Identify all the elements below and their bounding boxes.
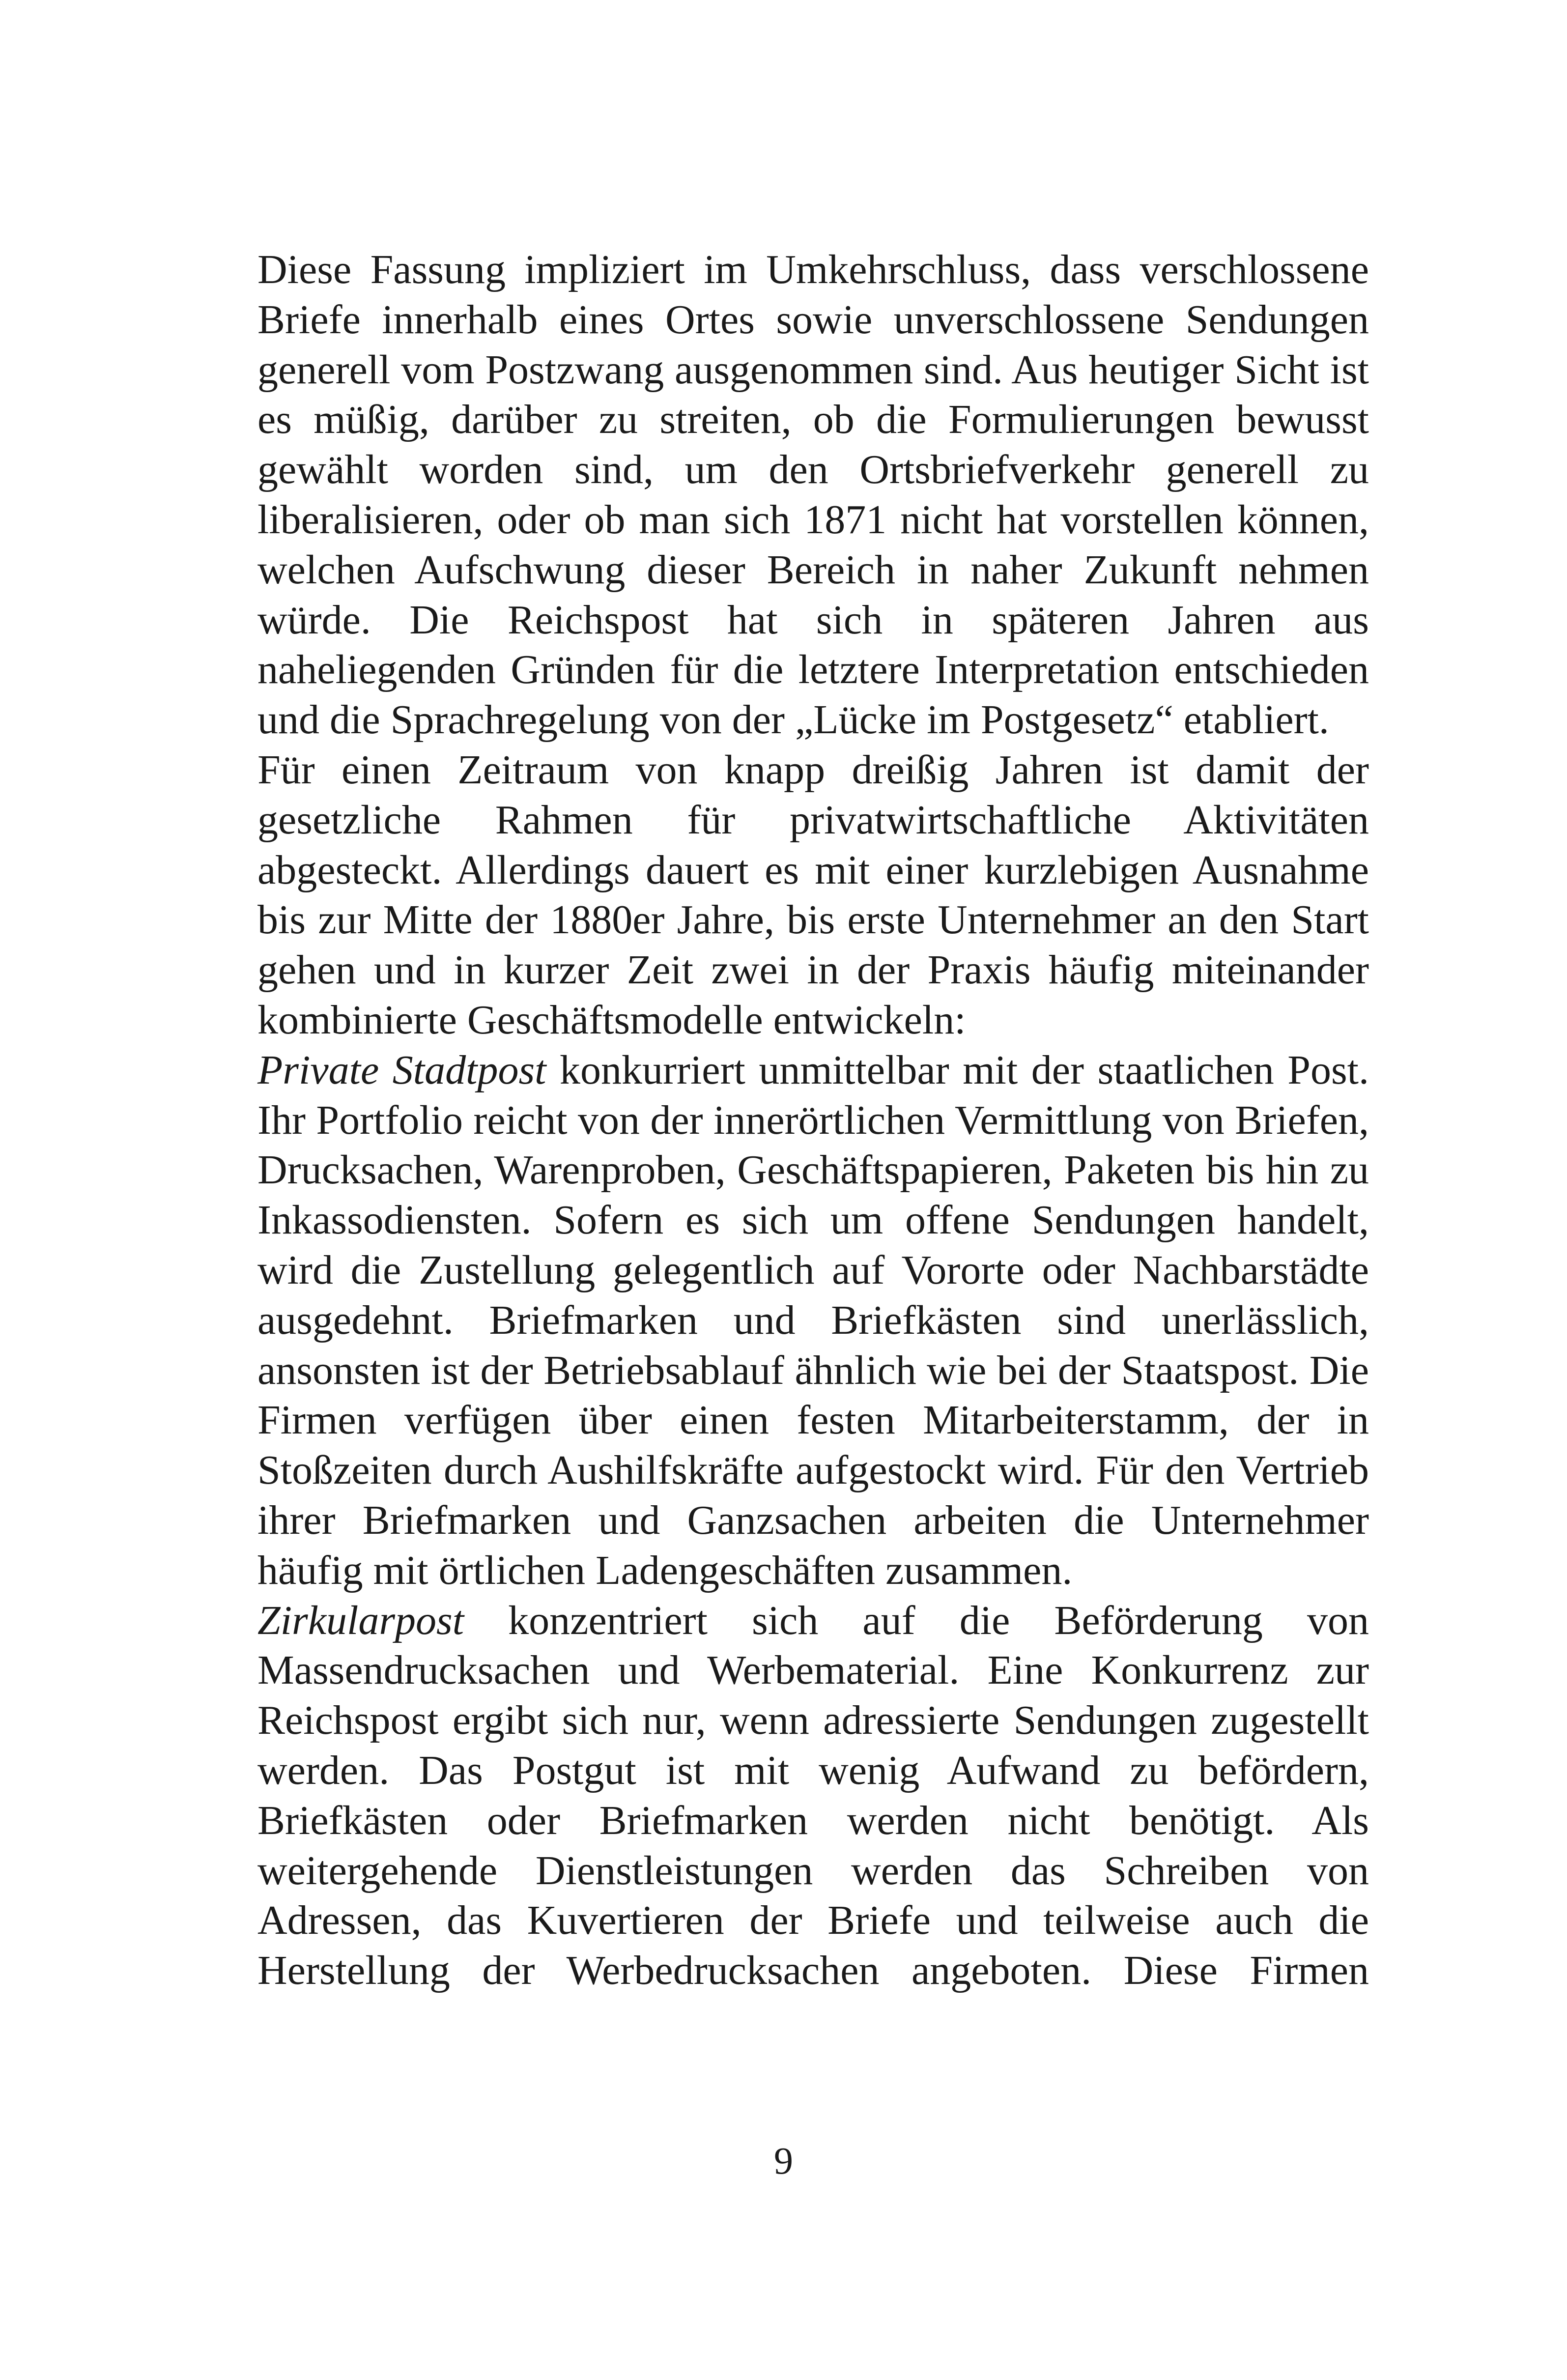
paragraph-zirkularpost bbox=[257, 1596, 1369, 1996]
term-private-stadtpost: Private Stadtpost bbox=[257, 1047, 546, 1093]
paragraph-rahmen bbox=[257, 745, 1369, 1045]
paragraph-text: Für einen Zeitraum von knapp dreißig Jahren ist damit der gesetzliche Rahmen für privatwirtschaftliche Aktivitäten abgesteckt. Allerdings dauert es mit einer kurzlebigen Ausnahme bis zur Mitte der 1880er Jahre, bis erste Unternehmer an den Start gehen und in kurzer Zeit zwei in der Praxis häufig miteinander kombinierte Geschäftsmodelle entwickeln: bbox=[257, 746, 1369, 1043]
paragraph-text: konzentriert sich auf die Beförderung von Massendrucksachen und Werbematerial. Eine Konkurrenz zur Reichspost ergibt sich nur, wenn adressierte Sendungen zugestellt werden. Das Postgut ist mit wenig Aufwand zu befördern, Briefkästen oder Briefmarken werden nicht benötigt. Als weitergehende Dienstleistungen werden das Schreiben von Adressen, das Kuvertieren der Briefe und teilweise auch die Herstellung der Werbedrucksachen angeboten. Diese Firmen bbox=[257, 1597, 1369, 1994]
paragraph-text: Diese Fassung impliziert im Umkehrschluss, dass verschlossene Briefe innerhalb eines Ortes sowie unverschlossene Sendungen generell vom Postzwang ausgenommen sind. Aus heutiger Sicht ist es müßig, darüber zu streiten, ob die Formulierungen bewusst gewählt worden sind, um den Ortsbriefverkehr generell zu liberalisieren, oder ob man sich 1871 nicht hat vorstellen können, welchen Aufschwung dieser Bereich in naher Zukunft nehmen würde. Die Reichspost hat sich in späteren Jahren aus naheliegenden Gründen für die letztere Interpretation entschieden und die Sprachregelung von der „Lücke im Postgesetz“ etabliert. bbox=[257, 247, 1369, 743]
paragraph-postgesetz-interpretation bbox=[257, 245, 1369, 745]
term-zirkularpost: Zirkularpost bbox=[257, 1597, 464, 1643]
body-text bbox=[257, 245, 1369, 1996]
paragraph-text: konkurriert unmittelbar mit der staatlichen Post. Ihr Portfolio reicht von der innerörtlichen Vermittlung von Briefen, Drucksachen, Warenproben, Geschäftspapieren, Paketen bis hin zu Inkassodiensten. Sofern es sich um offene Sendungen handelt, wird die Zustellung gelegentlich auf Vororte oder Nachbarstädte ausgedehnt. Briefmarken und Briefkästen sind unerlässlich, ansonsten ist der Betriebsablauf ähnlich wie bei der Staatspost. Die Firmen verfügen über einen festen Mitarbeiterstamm, der in Stoßzeiten durch Aushilfskräfte aufgestockt wird. Für den Vertrieb ihrer Briefmarken und Ganzsachen arbeiten die Unternehmer häufig mit örtlichen Ladengeschäften zusammen. bbox=[257, 1047, 1369, 1593]
paragraph-private-stadtpost bbox=[257, 1045, 1369, 1596]
page-number: 9 bbox=[774, 2139, 793, 2182]
